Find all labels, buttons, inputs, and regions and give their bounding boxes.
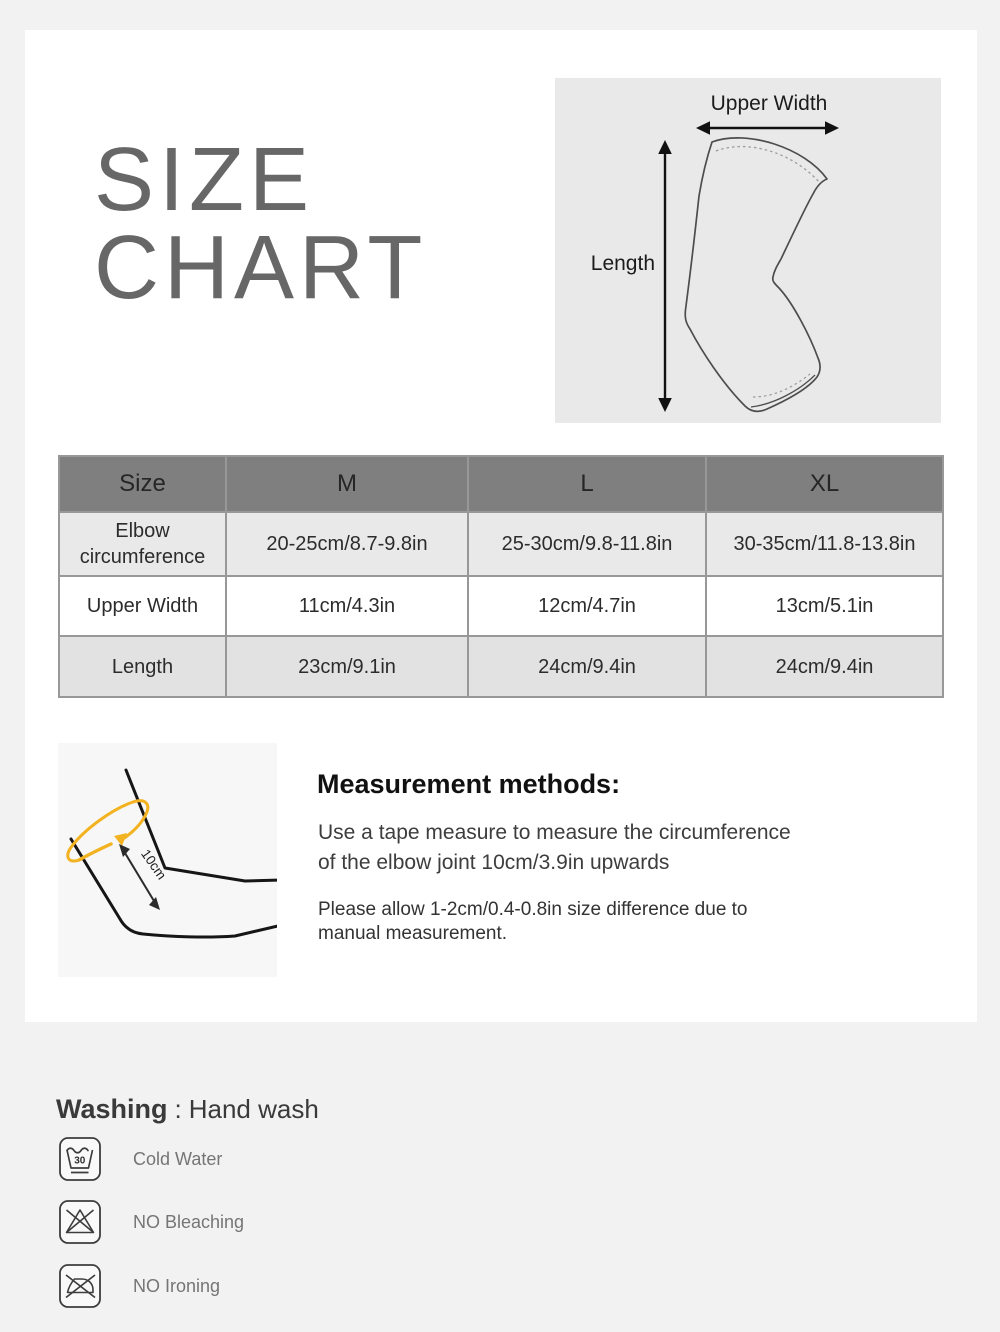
washing-title-separator: : xyxy=(174,1094,182,1124)
washing-title-value: Hand wash xyxy=(188,1094,319,1124)
cell-value: 23cm/9.1in xyxy=(226,636,468,697)
washing-title-label: Washing xyxy=(56,1094,168,1124)
sleeve-diagram-svg xyxy=(555,78,941,423)
header-xl: XL xyxy=(706,456,943,512)
cell-value: 13cm/5.1in xyxy=(706,576,943,636)
cell-value: 12cm/4.7in xyxy=(468,576,706,636)
size-table xyxy=(58,455,944,698)
no-iron-icon xyxy=(58,1263,102,1309)
page-title-line2: CHART xyxy=(94,218,428,318)
cell-value: 24cm/9.4in xyxy=(706,636,943,697)
wash-item-no-ironing xyxy=(58,1263,220,1309)
wash-30-icon xyxy=(58,1136,102,1182)
ten-cm-label: 10cm xyxy=(138,846,170,883)
page-title-line1: SIZE xyxy=(94,130,315,230)
wash-item-label: NO Ironing xyxy=(133,1275,221,1296)
table-row-length xyxy=(59,636,943,697)
length-label: Length xyxy=(590,252,655,275)
cell-value: 30-35cm/11.8-13.8in xyxy=(706,512,943,576)
arm-outline xyxy=(71,770,277,937)
cell-value: 20-25cm/8.7-9.8in xyxy=(226,512,468,576)
measurement-title: Measurement methods: xyxy=(317,769,621,799)
elbow-measure-diagram xyxy=(58,743,277,977)
upper-width-arrow xyxy=(696,121,839,135)
header-m: M xyxy=(226,456,468,512)
wash-item-no-bleaching xyxy=(58,1199,244,1245)
measurement-instruction-line1: Use a tape measure to measure the circumference xyxy=(318,821,791,844)
cell-value: 25-30cm/9.8-11.8in xyxy=(468,512,706,576)
elbow-measure-svg xyxy=(58,743,277,977)
row-label: Elbow circumference xyxy=(59,512,226,576)
measurement-instruction xyxy=(318,818,791,878)
wash-temp-label: 30 xyxy=(74,1155,86,1167)
header-l: L xyxy=(468,456,706,512)
header-size: Size xyxy=(59,456,226,512)
upper-width-label: Upper Width xyxy=(710,92,828,115)
measurement-note xyxy=(318,898,748,946)
measurement-instruction-line2: of the elbow joint 10cm/3.9in upwards xyxy=(318,851,670,874)
ten-cm-arrow xyxy=(119,844,169,910)
sleeve-outline xyxy=(685,138,827,412)
table-row-elbow-circumference xyxy=(59,512,943,576)
wash-item-label: Cold Water xyxy=(133,1148,223,1169)
row-label: Length xyxy=(59,636,226,697)
measurement-note-line1: Please allow 1-2cm/0.4-0.8in size difference due to xyxy=(318,899,748,920)
wash-item-cold-water xyxy=(58,1136,222,1182)
row-label: Upper Width xyxy=(59,576,226,636)
table-header-row xyxy=(59,456,943,512)
cell-value: 24cm/9.4in xyxy=(468,636,706,697)
no-bleach-icon xyxy=(58,1199,102,1245)
table-row-upper-width xyxy=(59,576,943,636)
sleeve-measurement-diagram xyxy=(555,78,941,423)
cell-value: 11cm/4.3in xyxy=(226,576,468,636)
washing-title xyxy=(56,1094,319,1125)
wash-item-label: NO Bleaching xyxy=(133,1211,245,1232)
length-arrow xyxy=(658,140,672,412)
measurement-note-line2: manual measurement. xyxy=(318,923,508,944)
page-title xyxy=(94,130,428,318)
